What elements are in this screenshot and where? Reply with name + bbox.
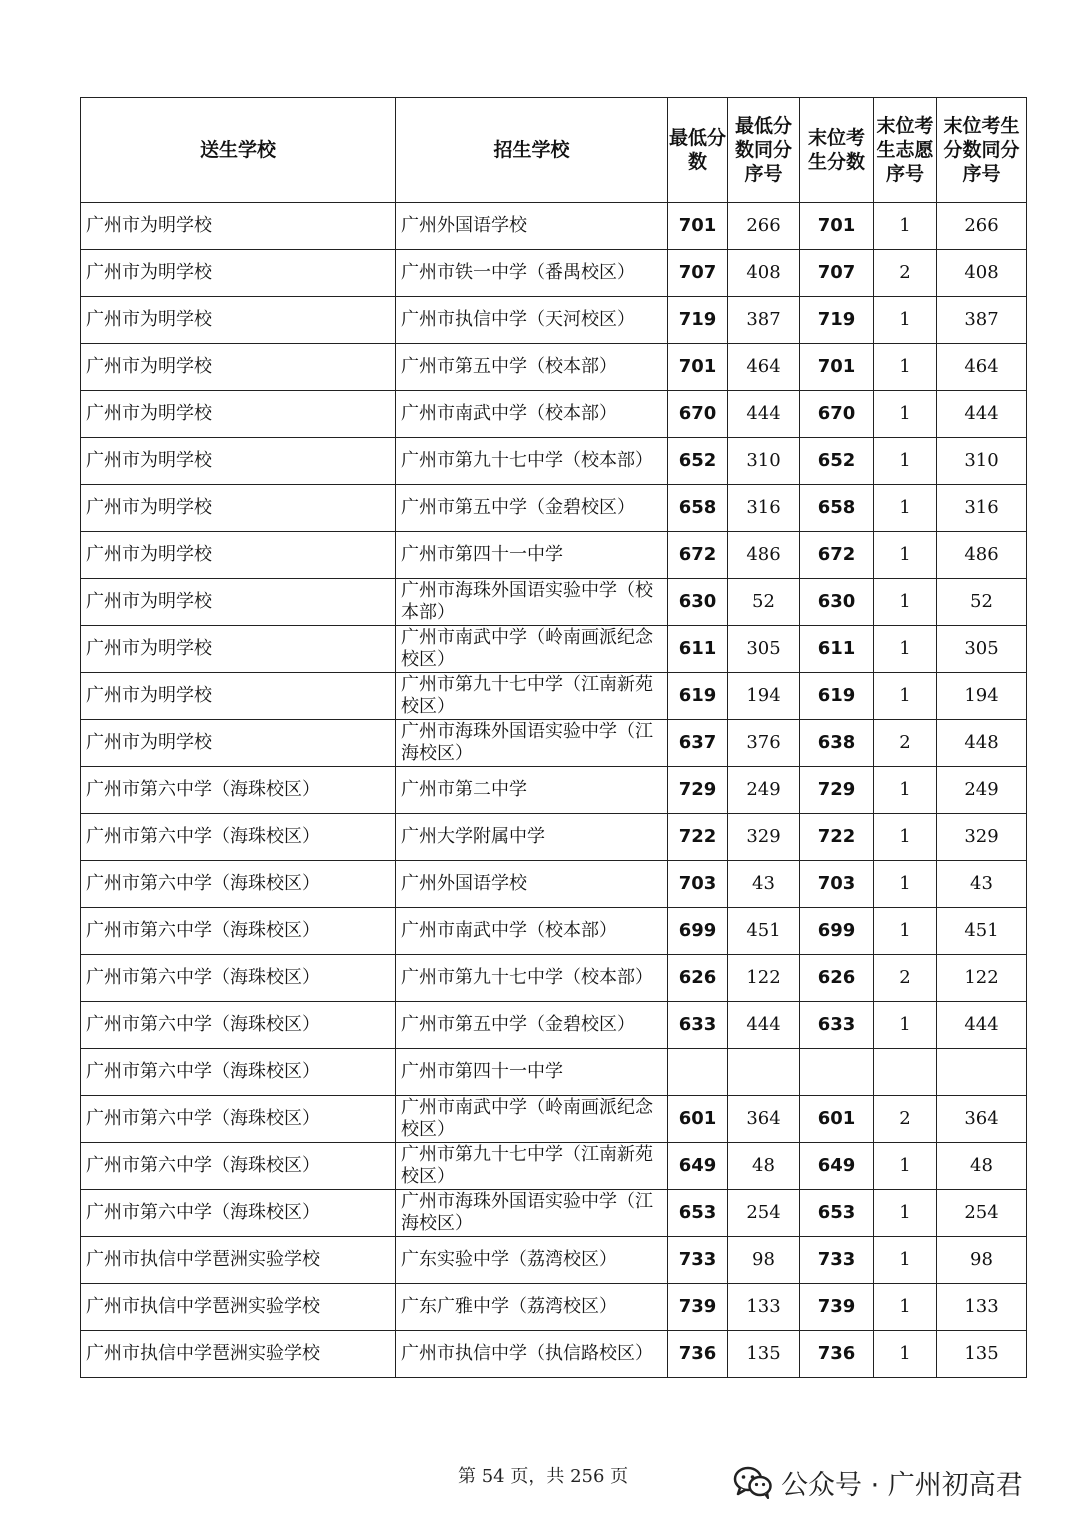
last-choice-order-cell: 2 (874, 250, 937, 297)
last-score-rank-cell: 43 (937, 861, 1027, 908)
last-choice-order-cell: 1 (874, 1190, 937, 1237)
admitting-school-cell: 广州大学附属中学 (396, 814, 668, 861)
table-row (81, 1190, 1027, 1237)
admitting-school-cell: 广州市第九十七中学（江南新苑校区） (396, 1143, 668, 1190)
min-score-cell: 701 (668, 344, 728, 391)
last-choice-order-cell: 1 (874, 1331, 937, 1378)
table-row (81, 1237, 1027, 1284)
table-body (81, 203, 1027, 1378)
min-score-cell: 633 (668, 1002, 728, 1049)
min-score-rank-cell: 122 (728, 955, 800, 1002)
min-score-rank-cell: 376 (728, 720, 800, 767)
min-score-rank-cell: 364 (728, 1096, 800, 1143)
sending-school-cell: 广州市为明学校 (81, 673, 396, 720)
last-choice-order-cell: 1 (874, 1284, 937, 1331)
admitting-school-cell: 广州市第九十七中学（校本部） (396, 438, 668, 485)
min-score-cell: 601 (668, 1096, 728, 1143)
min-score-rank-cell: 98 (728, 1237, 800, 1284)
last-choice-order-cell: 1 (874, 485, 937, 532)
admitting-school-cell: 广州市海珠外国语实验中学（江海校区） (396, 720, 668, 767)
min-score-rank-cell: 52 (728, 579, 800, 626)
last-score-cell: 633 (800, 1002, 874, 1049)
header-last-score-rank: 末位考生分数同分序号 (937, 98, 1027, 203)
last-choice-order-cell: 1 (874, 344, 937, 391)
sending-school-cell: 广州市第六中学（海珠校区） (81, 814, 396, 861)
table-header-row (81, 98, 1027, 203)
header-admitting-school: 招生学校 (396, 98, 668, 203)
table-row (81, 767, 1027, 814)
last-choice-order-cell: 1 (874, 438, 937, 485)
table-row (81, 626, 1027, 673)
table-row (81, 1331, 1027, 1378)
last-score-rank-cell: 254 (937, 1190, 1027, 1237)
admitting-school-cell: 广州市南武中学（岭南画派纪念校区） (396, 626, 668, 673)
last-score-rank-cell: 98 (937, 1237, 1027, 1284)
table-row (81, 1143, 1027, 1190)
sending-school-cell: 广州市第六中学（海珠校区） (81, 1096, 396, 1143)
table-row (81, 532, 1027, 579)
table-row (81, 297, 1027, 344)
last-choice-order-cell: 2 (874, 955, 937, 1002)
sending-school-cell: 广州市第六中学（海珠校区） (81, 767, 396, 814)
admitting-school-cell: 广州市第九十七中学（校本部） (396, 955, 668, 1002)
last-score-rank-cell: 444 (937, 391, 1027, 438)
min-score-rank-cell: 444 (728, 1002, 800, 1049)
last-score-cell: 619 (800, 673, 874, 720)
sending-school-cell: 广州市为明学校 (81, 532, 396, 579)
table-row (81, 344, 1027, 391)
min-score-rank-cell: 444 (728, 391, 800, 438)
min-score-cell: 729 (668, 767, 728, 814)
min-score-cell: 739 (668, 1284, 728, 1331)
admitting-school-cell: 广东实验中学（荔湾校区） (396, 1237, 668, 1284)
admitting-school-cell: 广州市南武中学（校本部） (396, 908, 668, 955)
last-choice-order-cell: 2 (874, 1096, 937, 1143)
admitting-school-cell: 广州市海珠外国语实验中学（校本部） (396, 579, 668, 626)
last-choice-order-cell (874, 1049, 937, 1096)
table-row (81, 1002, 1027, 1049)
last-score-rank-cell (937, 1049, 1027, 1096)
last-score-rank-cell: 364 (937, 1096, 1027, 1143)
admitting-school-cell: 广州市第五中学（校本部） (396, 344, 668, 391)
header-min-score-rank: 最低分数同分序号 (728, 98, 800, 203)
watermark-text: 公众号 · 广州初高君 (781, 1469, 1023, 1501)
table-row (81, 861, 1027, 908)
admitting-school-cell: 广州市铁一中学（番禺校区） (396, 250, 668, 297)
last-score-cell: 701 (800, 344, 874, 391)
table-row (81, 1096, 1027, 1143)
last-choice-order-cell: 1 (874, 908, 937, 955)
last-choice-order-cell: 1 (874, 1143, 937, 1190)
last-score-cell: 707 (800, 250, 874, 297)
table-row (81, 203, 1027, 250)
admitting-school-cell: 广州市南武中学（校本部） (396, 391, 668, 438)
table-row (81, 250, 1027, 297)
min-score-rank-cell (728, 1049, 800, 1096)
min-score-cell: 649 (668, 1143, 728, 1190)
min-score-rank-cell: 408 (728, 250, 800, 297)
header-sending-school: 送生学校 (81, 98, 396, 203)
sending-school-cell: 广州市为明学校 (81, 579, 396, 626)
table-row (81, 485, 1027, 532)
last-score-rank-cell: 310 (937, 438, 1027, 485)
last-score-rank-cell: 305 (937, 626, 1027, 673)
min-score-cell: 736 (668, 1331, 728, 1378)
sending-school-cell: 广州市为明学校 (81, 720, 396, 767)
last-score-cell: 701 (800, 203, 874, 250)
table-row (81, 1284, 1027, 1331)
table-row (81, 391, 1027, 438)
admitting-school-cell: 广州市海珠外国语实验中学（江海校区） (396, 1190, 668, 1237)
last-score-cell: 719 (800, 297, 874, 344)
last-score-cell: 630 (800, 579, 874, 626)
admitting-school-cell: 广州市第四十一中学 (396, 1049, 668, 1096)
last-choice-order-cell: 1 (874, 579, 937, 626)
sending-school-cell: 广州市为明学校 (81, 344, 396, 391)
last-choice-order-cell: 1 (874, 391, 937, 438)
last-score-cell: 652 (800, 438, 874, 485)
sending-school-cell: 广州市第六中学（海珠校区） (81, 1143, 396, 1190)
last-score-rank-cell: 52 (937, 579, 1027, 626)
last-choice-order-cell: 1 (874, 1237, 937, 1284)
last-choice-order-cell: 1 (874, 767, 937, 814)
page-number: 第 54 页，共 256 页 (458, 1466, 629, 1487)
min-score-rank-cell: 464 (728, 344, 800, 391)
table-row (81, 1049, 1027, 1096)
sending-school-cell: 广州市第六中学（海珠校区） (81, 908, 396, 955)
last-score-rank-cell: 135 (937, 1331, 1027, 1378)
last-score-rank-cell: 387 (937, 297, 1027, 344)
min-score-cell: 703 (668, 861, 728, 908)
min-score-rank-cell: 249 (728, 767, 800, 814)
last-score-rank-cell: 486 (937, 532, 1027, 579)
table-row (81, 579, 1027, 626)
last-choice-order-cell: 1 (874, 814, 937, 861)
min-score-cell: 722 (668, 814, 728, 861)
sending-school-cell: 广州市第六中学（海珠校区） (81, 1190, 396, 1237)
min-score-rank-cell: 305 (728, 626, 800, 673)
min-score-cell: 672 (668, 532, 728, 579)
last-choice-order-cell: 1 (874, 673, 937, 720)
table-row (81, 908, 1027, 955)
last-score-cell: 672 (800, 532, 874, 579)
admitting-school-cell: 广州市第四十一中学 (396, 532, 668, 579)
sending-school-cell: 广州市第六中学（海珠校区） (81, 1002, 396, 1049)
last-score-cell: 703 (800, 861, 874, 908)
last-score-cell: 699 (800, 908, 874, 955)
min-score-rank-cell: 486 (728, 532, 800, 579)
last-score-rank-cell: 249 (937, 767, 1027, 814)
min-score-rank-cell: 194 (728, 673, 800, 720)
table-row (81, 673, 1027, 720)
sending-school-cell: 广州市为明学校 (81, 297, 396, 344)
last-score-rank-cell: 266 (937, 203, 1027, 250)
admitting-school-cell: 广州市第五中学（金碧校区） (396, 485, 668, 532)
last-choice-order-cell: 1 (874, 532, 937, 579)
min-score-rank-cell: 48 (728, 1143, 800, 1190)
last-score-cell: 733 (800, 1237, 874, 1284)
last-choice-order-cell: 1 (874, 1002, 937, 1049)
min-score-rank-cell: 254 (728, 1190, 800, 1237)
sending-school-cell: 广州市为明学校 (81, 250, 396, 297)
min-score-cell: 630 (668, 579, 728, 626)
min-score-cell: 707 (668, 250, 728, 297)
min-score-cell: 733 (668, 1237, 728, 1284)
last-score-cell: 653 (800, 1190, 874, 1237)
last-score-rank-cell: 316 (937, 485, 1027, 532)
last-score-rank-cell: 464 (937, 344, 1027, 391)
last-choice-order-cell: 1 (874, 297, 937, 344)
sending-school-cell: 广州市第六中学（海珠校区） (81, 861, 396, 908)
sending-school-cell: 广州市为明学校 (81, 485, 396, 532)
last-score-rank-cell: 408 (937, 250, 1027, 297)
min-score-cell: 653 (668, 1190, 728, 1237)
min-score-cell: 658 (668, 485, 728, 532)
admitting-school-cell: 广州市执信中学（天河校区） (396, 297, 668, 344)
admitting-school-cell: 广州市第九十七中学（江南新苑校区） (396, 673, 668, 720)
last-choice-order-cell: 1 (874, 861, 937, 908)
min-score-cell: 626 (668, 955, 728, 1002)
sending-school-cell: 广州市执信中学琶洲实验学校 (81, 1331, 396, 1378)
min-score-rank-cell: 43 (728, 861, 800, 908)
last-score-cell: 638 (800, 720, 874, 767)
table-row (81, 720, 1027, 767)
sending-school-cell: 广州市为明学校 (81, 391, 396, 438)
min-score-cell: 701 (668, 203, 728, 250)
header-last-score: 末位考生分数 (800, 98, 874, 203)
last-score-cell: 739 (800, 1284, 874, 1331)
sending-school-cell: 广州市执信中学琶洲实验学校 (81, 1284, 396, 1331)
min-score-cell: 611 (668, 626, 728, 673)
table-row (81, 814, 1027, 861)
last-choice-order-cell: 1 (874, 626, 937, 673)
admitting-school-cell: 广东广雅中学（荔湾校区） (396, 1284, 668, 1331)
min-score-rank-cell: 316 (728, 485, 800, 532)
last-score-cell: 658 (800, 485, 874, 532)
admitting-school-cell: 广州市第二中学 (396, 767, 668, 814)
table-row (81, 438, 1027, 485)
header-last-choice-order: 末位考生志愿序号 (874, 98, 937, 203)
min-score-rank-cell: 133 (728, 1284, 800, 1331)
last-score-cell: 736 (800, 1331, 874, 1378)
min-score-cell: 670 (668, 391, 728, 438)
last-score-rank-cell: 122 (937, 955, 1027, 1002)
last-score-rank-cell: 48 (937, 1143, 1027, 1190)
min-score-cell (668, 1049, 728, 1096)
last-score-rank-cell: 329 (937, 814, 1027, 861)
header-min-score: 最低分数 (668, 98, 728, 203)
last-choice-order-cell: 1 (874, 203, 937, 250)
admitting-school-cell: 广州外国语学校 (396, 203, 668, 250)
last-score-rank-cell: 133 (937, 1284, 1027, 1331)
min-score-rank-cell: 310 (728, 438, 800, 485)
min-score-rank-cell: 329 (728, 814, 800, 861)
last-choice-order-cell: 2 (874, 720, 937, 767)
last-score-cell: 729 (800, 767, 874, 814)
sending-school-cell: 广州市执信中学琶洲实验学校 (81, 1237, 396, 1284)
wechat-watermark (733, 1462, 1023, 1502)
sending-school-cell: 广州市为明学校 (81, 626, 396, 673)
min-score-cell: 719 (668, 297, 728, 344)
min-score-rank-cell: 387 (728, 297, 800, 344)
wechat-icon (733, 1465, 773, 1499)
min-score-cell: 652 (668, 438, 728, 485)
min-score-rank-cell: 266 (728, 203, 800, 250)
last-score-cell: 626 (800, 955, 874, 1002)
min-score-cell: 699 (668, 908, 728, 955)
sending-school-cell: 广州市第六中学（海珠校区） (81, 1049, 396, 1096)
sending-school-cell: 广州市为明学校 (81, 438, 396, 485)
last-score-cell: 670 (800, 391, 874, 438)
sending-school-cell: 广州市为明学校 (81, 203, 396, 250)
sending-school-cell: 广州市第六中学（海珠校区） (81, 955, 396, 1002)
min-score-cell: 637 (668, 720, 728, 767)
min-score-cell: 619 (668, 673, 728, 720)
min-score-rank-cell: 135 (728, 1331, 800, 1378)
last-score-cell: 722 (800, 814, 874, 861)
last-score-rank-cell: 444 (937, 1002, 1027, 1049)
admitting-school-cell: 广州外国语学校 (396, 861, 668, 908)
last-score-rank-cell: 451 (937, 908, 1027, 955)
admission-table (80, 97, 1027, 1378)
admitting-school-cell: 广州市第五中学（金碧校区） (396, 1002, 668, 1049)
admitting-school-cell: 广州市南武中学（岭南画派纪念校区） (396, 1096, 668, 1143)
last-score-rank-cell: 448 (937, 720, 1027, 767)
admitting-school-cell: 广州市执信中学（执信路校区） (396, 1331, 668, 1378)
min-score-rank-cell: 451 (728, 908, 800, 955)
last-score-rank-cell: 194 (937, 673, 1027, 720)
last-score-cell: 649 (800, 1143, 874, 1190)
last-score-cell: 601 (800, 1096, 874, 1143)
table-row (81, 955, 1027, 1002)
last-score-cell: 611 (800, 626, 874, 673)
last-score-cell (800, 1049, 874, 1096)
